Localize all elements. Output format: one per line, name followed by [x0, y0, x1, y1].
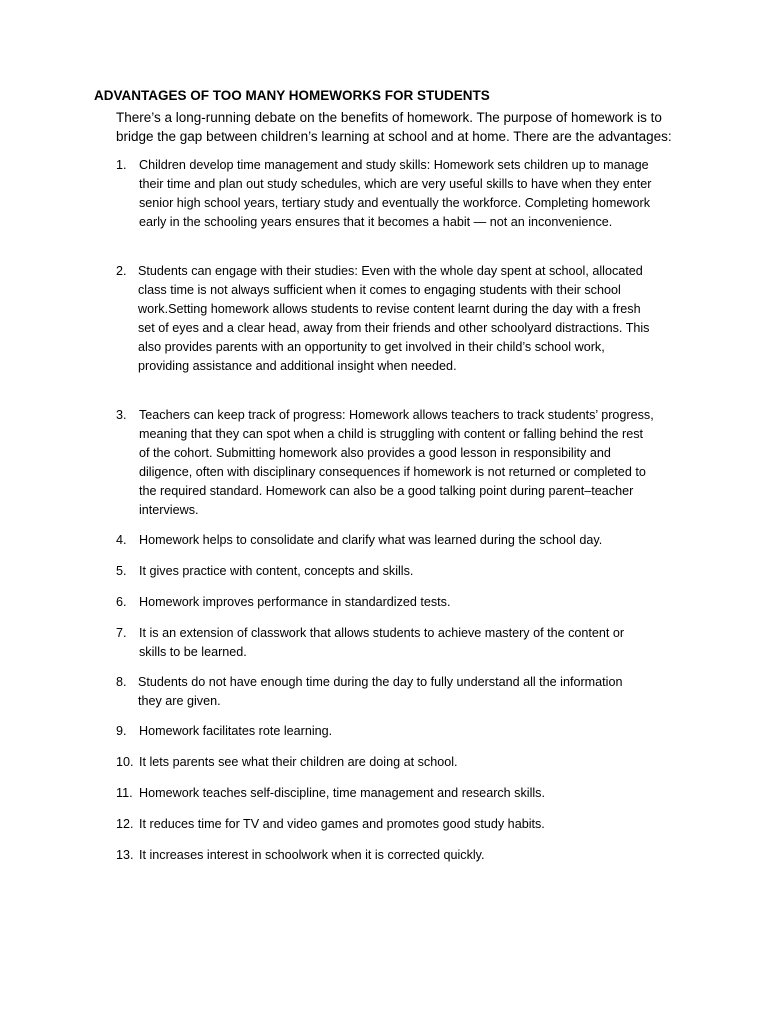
list-item-line: It lets parents see what their children are doing at school. — [139, 755, 458, 769]
list-item-line: class time is not always sufficient when it comes to engaging students with their school — [138, 283, 621, 297]
list-item-text — [139, 593, 450, 612]
list-item-line: also provides parents with an opportunity to get involved in their child’s school work, — [138, 340, 605, 354]
list-item-number: 2. — [116, 264, 127, 278]
list-item-line: It is an extension of classwork that allows students to achieve mastery of the content or — [139, 626, 625, 640]
list-item-line: diligence, often with disciplinary consequences if homework is not returned or completed to — [139, 465, 646, 479]
list-item-number: 10. — [116, 755, 134, 769]
list-item-text — [139, 156, 651, 232]
list-item-line: Teachers can keep track of progress: Homework allows teachers to track students’ progress, — [139, 408, 654, 422]
list-item-line: Children develop time management and study skills: Homework sets children up to manage — [139, 158, 649, 172]
list-item-number: 1. — [116, 158, 127, 172]
list-item-line: the required standard. Homework can also be a good talking point during parent–teacher — [139, 484, 634, 498]
list-item-number: 7. — [116, 626, 127, 640]
list-item-line: Homework improves performance in standardized tests. — [139, 595, 451, 609]
list-item-text — [139, 406, 654, 520]
intro-line: There’s a long-running debate on the benefits of homework. The purpose of homework is to — [116, 110, 662, 125]
list-item-number: 13. — [116, 848, 134, 862]
list-item-line: they are given. — [138, 694, 221, 708]
list-item-line: It gives practice with content, concepts and skills. — [139, 564, 414, 578]
list-item-text — [139, 784, 545, 803]
list-item-line: early in the schooling years ensures that it becomes a habit — not an inconvenience. — [139, 215, 613, 229]
list-item-text — [139, 624, 624, 662]
list-item-line: It reduces time for TV and video games and promotes good study habits. — [139, 817, 545, 831]
list-item-number: 3. — [116, 408, 127, 422]
list-item-text — [138, 673, 622, 711]
list-item-number: 9. — [116, 724, 127, 738]
list-item-number: 5. — [116, 564, 127, 578]
list-item-line: senior high school years, tertiary study and eventually the workforce. Completing homework — [139, 196, 650, 210]
list-item-text — [139, 846, 485, 865]
list-item-line: Homework helps to consolidate and clarify what was learned during the school day. — [139, 533, 603, 547]
list-item-text — [139, 815, 545, 834]
list-item-line: It increases interest in schoolwork when it is corrected quickly. — [139, 848, 485, 862]
intro-paragraph — [116, 108, 672, 146]
list-item-line: Homework facilitates rote learning. — [139, 724, 333, 738]
list-item-line: set of eyes and a clear head, away from their friends and other schoolyard distractions. This — [138, 321, 650, 335]
list-item-line: skills to be learned. — [139, 645, 247, 659]
list-item-line: Homework teaches self-discipline, time management and research skills. — [139, 786, 545, 800]
list-item-number: 12. — [116, 817, 134, 831]
list-item-line: providing assistance and additional insight when needed. — [138, 359, 457, 373]
list-item-line: work.Setting homework allows students to revise content learnt during the day with a fresh — [138, 302, 641, 316]
list-item-line: their time and plan out study schedules, which are very useful skills to have when they enter — [139, 177, 652, 191]
list-item-line: Students do not have enough time during the day to fully understand all the information — [138, 675, 623, 689]
list-item-line: interviews. — [139, 503, 199, 517]
list-item-line: Students can engage with their studies: Even with the whole day spent at school, allocated — [138, 264, 643, 278]
list-item-text — [139, 531, 602, 550]
list-item-number: 6. — [116, 595, 127, 609]
intro-line: bridge the gap between children’s learning at school and at home. There are the advantages: — [116, 129, 672, 144]
document-title: ADVANTAGES OF TOO MANY HOMEWORKS FOR STUDENTS — [94, 88, 490, 103]
list-item-line: of the cohort. Submitting homework also provides a good lesson in responsibility and — [139, 446, 611, 460]
list-item-line: meaning that they can spot when a child is struggling with content or falling behind the rest — [139, 427, 644, 441]
list-item-text — [139, 562, 413, 581]
list-item-number: 8. — [116, 675, 127, 689]
list-item-text — [138, 262, 649, 376]
list-item-number: 11. — [116, 786, 133, 800]
list-item-text — [139, 753, 458, 772]
list-item-number: 4. — [116, 533, 127, 547]
list-item-text — [139, 722, 332, 741]
